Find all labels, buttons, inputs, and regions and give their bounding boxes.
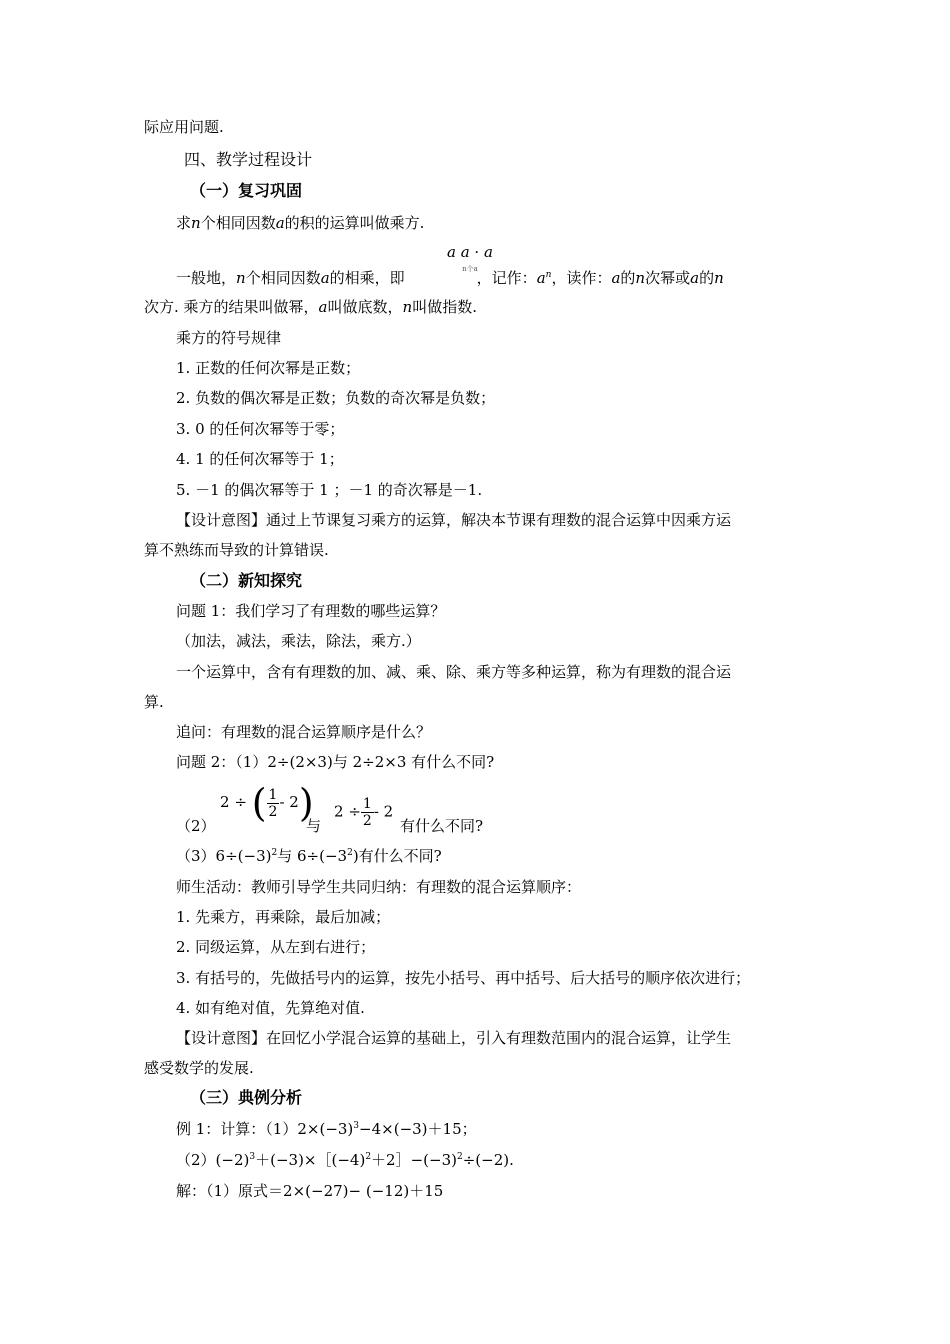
expression-left: 2 ÷ ( $\frac{1}{2}$ - 2) <box>220 781 314 825</box>
expression-right: 2 ÷ $\frac{1}{2}$ - 2 <box>334 796 394 829</box>
list-item: 3. 有括号的，先做括号内的运算，按先小括号、再中括号、后大括号的顺序依次进行； <box>176 969 751 987</box>
list-item: 1. 正数的任何次幂是正数； <box>176 359 361 377</box>
list-item: 3. 0 的任何次幂等于零； <box>176 420 345 438</box>
question: 问题 1：我们学习了有理数的哪些运算？ <box>176 602 446 620</box>
subsection-heading: （二）新知探究 <box>190 571 303 590</box>
design-intent: 感受数学的发展. <box>144 1059 254 1077</box>
question: $(3)6\div(-3)^2$与 $6\div(-3^2)$有什么不同? <box>176 847 442 865</box>
answer: （加法，减法，乘法，除法，乘方.） <box>176 632 421 650</box>
design-intent: 【设计意图】在回忆小学混合运算的基础上，引入有理数范围内的混合运算，让学生 <box>176 1029 732 1047</box>
text-line: 乘方的符号规律 <box>176 329 282 347</box>
solution: 解：（1）原式＝2×(−27)− (−12)＋15 <box>176 1182 444 1200</box>
list-item: 4. 1 的任何次幂等于 1； <box>176 450 344 468</box>
question: 问题 2：（1）2÷(2×3)与 2÷2×3 有什么不同? <box>176 753 495 771</box>
text-line: 一个运算中，含有有理数的加、减、乘、除、乘方等多种运算，称为有理数的混合运 <box>176 663 732 681</box>
example: $(2)(-2)^3+(-3)\times[(-4)^2+2]-(-3)^2\div(-2)$. <box>176 1151 514 1169</box>
list-item: 4. 如有绝对值，先算绝对值. <box>176 999 365 1017</box>
text-line: 有什么不同? <box>400 817 484 835</box>
question-part-label: （2） <box>176 817 216 835</box>
text-line: 与 <box>306 817 322 835</box>
text-line: 际应用问题. <box>144 118 224 136</box>
text-line: 师生活动：教师引导学生共同归纳：有理数的混合运算顺序： <box>176 878 582 896</box>
text-line: 求n个相同因数a的积的运算叫做乘方. <box>176 214 425 232</box>
subsection-heading: （一）复习巩固 <box>190 181 303 200</box>
list-item: 5. －1 的偶次幂等于 1 ；－1 的奇次幂是－1. <box>176 481 483 499</box>
list-item: 1. 先乘方，再乘除，最后加减； <box>176 908 391 926</box>
design-intent: 算不熟练而导致的计算错误. <box>144 541 329 559</box>
text-line: 次方. 乘方的结果叫做幂，a叫做底数，n叫做指数. <box>144 298 477 316</box>
section-heading: 四、教学过程设计 <box>184 150 313 169</box>
text-line: 算. <box>144 693 164 711</box>
product-formula: a a · a n个a <box>447 243 493 273</box>
list-item: 2. 负数的偶次幂是正数；负数的奇次幂是负数； <box>176 389 496 407</box>
design-intent: 【设计意图】通过上节课复习乘方的运算，解决本节课有理数的混合运算中因乘方运 <box>176 511 732 529</box>
list-item: 2. 同级运算，从左到右进行； <box>176 938 376 956</box>
text-line: 一般地，n个相同因数a的相乘，即 ，记作：$a^n$，读作：a的n次幂或a的n <box>176 269 724 287</box>
question: 追问：有理数的混合运算顺序是什么？ <box>176 723 432 741</box>
subsection-heading: （三）典例分析 <box>190 1088 303 1107</box>
example: 例 1：计算：$(1)2\times(-3)^3-4\times(-3)+15$； <box>176 1120 477 1138</box>
